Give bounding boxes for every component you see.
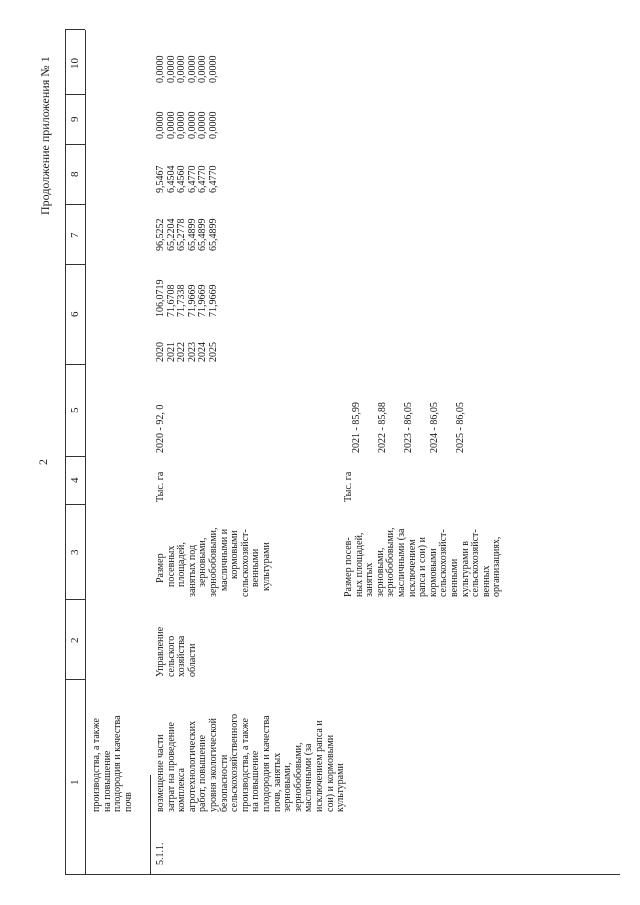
ind1-col5-base: 2020 - 92, 0	[155, 404, 166, 453]
col-header-5: 5	[69, 407, 81, 413]
row-511-col1: возмещение части затрат на проведение комплекса агротехнологических работ, повышение уровня экологической безопасности сельскохозяйственного производства, а также на повышение плодородия и качества почв, занятых зерновыми, зернобобовыми, масличными (за исключением рапса и сои) и кормовыми культурами	[155, 713, 347, 812]
page-number: 2	[36, 459, 50, 465]
ind2-col5: 2021 - 85,99 2022 - 85,88 2023 - 86,05 2024 - 86,05 2025 - 86,05	[351, 402, 466, 453]
col-header-8: 8	[69, 171, 81, 177]
ind1-col9: 0,0000 0,0000 0,0000 0,0000 0,0000 0,0000	[155, 111, 219, 139]
col-header-7: 7	[69, 232, 81, 238]
ind1-col3: Размер посевных площадей, занятых под зерновыми, зернобобовыми, масличными и кормовыми сельскохозяйст- венными культурами	[155, 527, 272, 597]
ind1-col8: 9,5467 6,4504 6,4560 6,4770 6,4770 6,4770	[155, 165, 219, 193]
ind2-col3: Размер посев- ных площадей, занятых зерновыми, зернобобовыми, масличными (за исключением рапса и сои) и кормовыми сельскохозяйст- венными культурами в сельскохозяйст- венных организациях,	[343, 527, 503, 597]
col-header-3: 3	[69, 549, 81, 555]
col-header-2: 2	[69, 637, 81, 643]
col-header-10: 10	[69, 58, 81, 69]
row-511-col2: Управление сельского хозяйства области	[155, 626, 198, 677]
col-header-6: 6	[69, 311, 81, 317]
ind1-col6: 106,0719 71,6708 71,7338 71,9669 71,9669 71,9669	[155, 279, 219, 317]
continuation-header: Продолжение приложения № 1	[38, 56, 52, 215]
prev-row-col1: производства, а также на повышение плодородия и качества почв	[91, 715, 134, 812]
ind2-col4-unit: Тыс. га	[343, 471, 354, 502]
col-header-4: 4	[69, 477, 81, 483]
ind1-col7: 96,5252 65,2204 65,2778 65,4899 65,4899 65,4899	[155, 218, 219, 251]
row-number: 5.1.1.	[155, 842, 166, 865]
col-header-9: 9	[69, 116, 81, 122]
ind1-col4-unit: Тыс. га	[155, 471, 166, 502]
ind1-years: 2020 2021 2022 2023 2024 2025	[155, 342, 219, 362]
ind1-col10: 0,0000 0,0000 0,0000 0,0000 0,0000 0,0000	[155, 55, 219, 83]
col-header-1: 1	[69, 779, 81, 785]
